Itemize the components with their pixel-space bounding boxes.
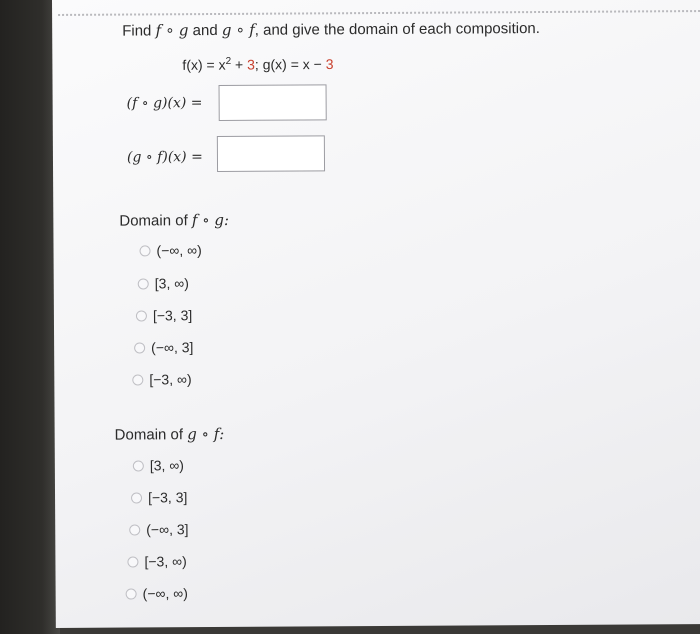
gof-answer-input[interactable] — [217, 135, 325, 172]
monitor-bezel — [0, 0, 60, 634]
question-text — [122, 19, 540, 40]
domain-gof-option-label: [3, ∞) — [149, 457, 185, 474]
question-g: g — [178, 21, 189, 40]
domain-gof-option[interactable] — [129, 521, 188, 537]
domain-gof-option-label: [−3, ∞) — [144, 553, 187, 570]
question-panel — [52, 0, 700, 628]
g-definition: ; g(x) = x − — [254, 55, 326, 73]
question-prefix: Find — [122, 22, 156, 40]
domain-fog-prefix: Domain of — [119, 212, 192, 230]
top-divider — [58, 10, 700, 16]
domain-gof-option-label: (−∞, 3] — [146, 521, 189, 538]
radio-button-icon[interactable] — [133, 460, 144, 471]
radio-button-icon[interactable] — [126, 588, 137, 599]
domain-gof-option[interactable] — [131, 489, 187, 505]
domain-fog-option[interactable] — [132, 371, 191, 387]
question-compose-op: ∘ — [161, 22, 179, 40]
radio-button-icon[interactable] — [134, 342, 145, 353]
radio-button-icon[interactable] — [138, 278, 149, 289]
domain-fog-option[interactable] — [139, 242, 201, 258]
domain-fog-option-label: (−∞, ∞) — [156, 242, 202, 259]
domain-gof-title — [115, 425, 225, 444]
domain-fog-option-label: [−3, ∞) — [149, 371, 192, 388]
domain-gof-option[interactable] — [126, 585, 188, 601]
domain-fog-option-label: (−∞, 3] — [151, 339, 194, 356]
question-suffix: , and give the domain of each composition. — [254, 20, 540, 39]
domain-gof-expr: g ∘ f: — [187, 424, 225, 444]
domain-gof-option[interactable] — [133, 457, 184, 473]
radio-button-icon[interactable] — [136, 310, 147, 321]
domain-gof-option-label: (−∞, ∞) — [142, 585, 188, 602]
domain-fog-option[interactable] — [138, 275, 189, 291]
question-and: and — [188, 21, 222, 40]
gof-label: (g ∘ f)(x) = — [126, 149, 203, 166]
domain-fog-option[interactable] — [136, 307, 192, 323]
radio-button-icon[interactable] — [132, 374, 143, 385]
domain-gof-option[interactable] — [127, 553, 186, 569]
fog-label: (f ∘ g)(x) = — [126, 95, 203, 112]
domain-fog-expr: f ∘ g: — [191, 210, 230, 230]
domain-fog-option[interactable] — [134, 339, 193, 355]
domain-fog-option-label: [3, ∞) — [154, 275, 189, 292]
domain-fog-title — [119, 211, 229, 230]
function-definitions — [182, 55, 333, 73]
f-constant: 3 — [247, 56, 255, 73]
f-exponent: 2 — [225, 55, 232, 67]
g-constant: 3 — [325, 55, 334, 72]
radio-button-icon[interactable] — [139, 245, 150, 256]
f-plus: + — [231, 56, 248, 73]
f-definition: f(x) = x — [182, 56, 226, 73]
radio-button-icon[interactable] — [129, 524, 140, 535]
radio-button-icon[interactable] — [131, 492, 142, 503]
fog-answer-input[interactable] — [219, 84, 327, 121]
question-f2: f — [249, 20, 255, 39]
domain-fog-option-label: [−3, 3] — [152, 307, 193, 324]
question-compose-op2: ∘ — [231, 21, 250, 39]
domain-gof-option-label: [−3, 3] — [147, 489, 188, 506]
question-f: f — [155, 21, 162, 40]
domain-gof-prefix: Domain of — [114, 426, 188, 444]
question-g2: g — [221, 20, 232, 39]
radio-button-icon[interactable] — [127, 556, 138, 567]
